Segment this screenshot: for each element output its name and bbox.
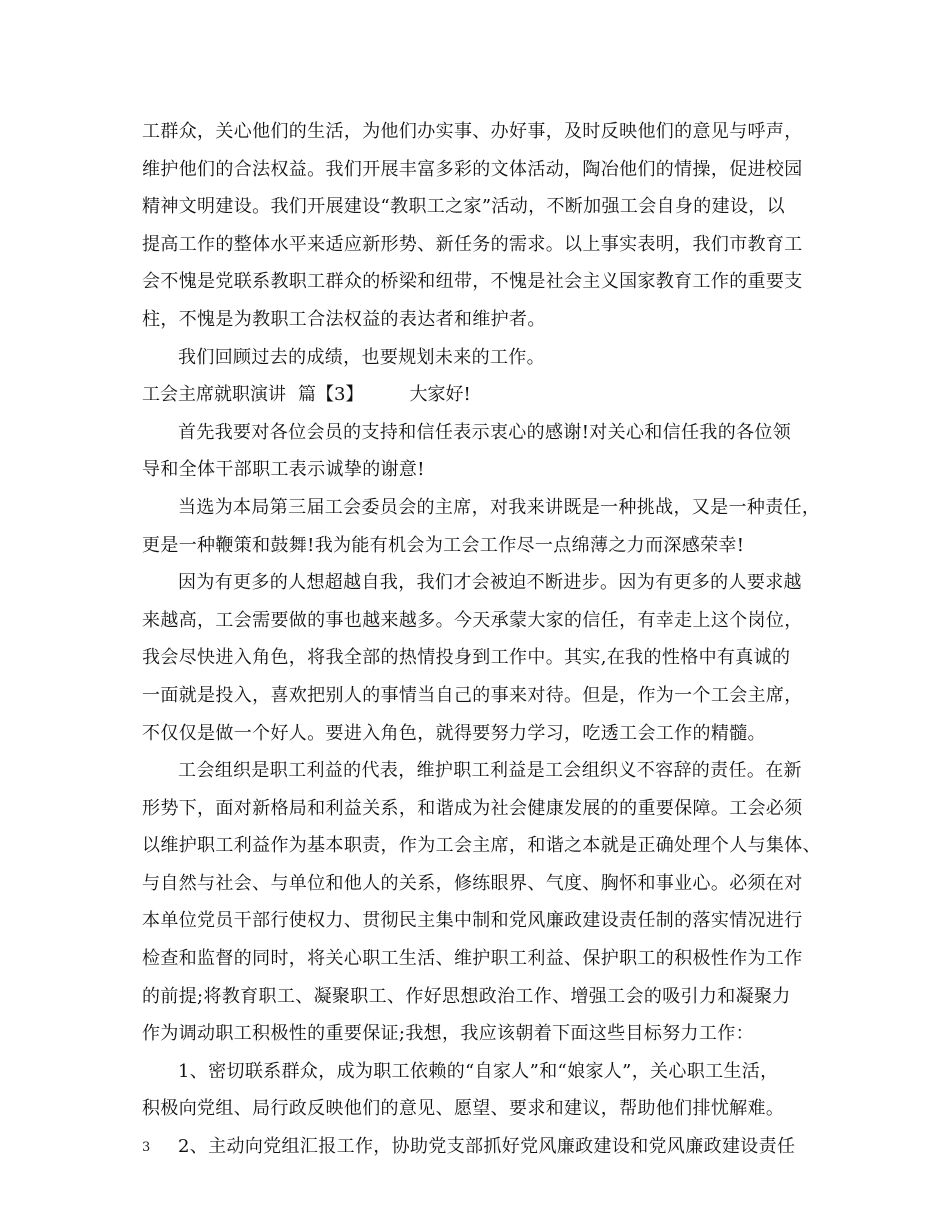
paragraph-line: 积极向党组、局行政反映他们的意见、愿望、要求和建议，帮助他们排忧解难。	[142, 1098, 785, 1120]
paragraph-line: 因为有更多的人想超越自我，我们才会被迫不断进步。因为有更多的人要求越	[178, 572, 802, 594]
paragraph-line: 柱，不愧是为教职工合法权益的表达者和维护者。	[142, 308, 546, 330]
paragraph-line: 会不愧是党联系教职工群众的桥梁和纽带，不愧是社会主义国家教育工作的重要支	[142, 271, 803, 293]
paragraph-line: 本单位党员干部行使权力、贯彻民主集中制和党风廉政建设责任制的落实情况进行	[142, 910, 803, 932]
heading-section: 篇【3】	[298, 384, 364, 406]
paragraph-line: 我会尽快进入角色，将我全部的热情投身到工作中。其实,在我的性格中有真诚的	[142, 647, 791, 669]
paragraph-line: 以维护职工利益作为基本职责，作为工会主席，和谐之本就是正确处理个人与集体、	[142, 835, 821, 857]
paragraph-line: 工群众，关心他们的生活，为他们办实事、办好事，及时反映他们的意见与呼声，	[142, 121, 803, 142]
paragraph-line: 检查和监督的同时，将关心职工生活、维护职工利益、保护职工的积极性作为工作	[142, 948, 803, 970]
section-heading	[142, 376, 822, 414]
heading-greeting: 大家好!	[409, 384, 471, 406]
paragraph-line: 当选为本局第三届工会委员会的主席，对我来讲既是一种挑战，又是一种责任，	[178, 496, 821, 518]
document-body	[142, 113, 822, 1166]
paragraph-line: 作为调动职工积极性的重要保证;我想，我应该朝着下面这些目标努力工作：	[142, 1023, 754, 1045]
paragraph-line: 1、密切联系群众，成为职工依赖的“自家人”和“娘家人”，关心职工生活，	[178, 1060, 779, 1082]
paragraph-line: 一面就是投入，喜欢把别人的事情当自己的事来对待。但是，作为一个工会主席，	[142, 684, 803, 706]
paragraph-line: 维护他们的合法权益。我们开展丰富多彩的文体活动，陶冶他们的情操，促进校园	[142, 158, 803, 180]
paragraph-line: 更是一种鞭策和鼓舞!我为能有机会为工会工作尽一点绵薄之力而深感荣幸!	[142, 534, 745, 556]
paragraph-line: 首先我要对各位会员的支持和信任表示衷心的感谢!对关心和信任我的各位领	[178, 421, 792, 443]
paragraph-line: 形势下，面对新格局和利益关系，和谐成为社会健康发展的的重要保障。工会必须	[142, 797, 803, 819]
paragraph-line: 2、主动向党组汇报工作，协助党支部抓好党风廉政建设和党风廉政建设责任	[178, 1136, 796, 1158]
heading-title: 工会主席就职演讲	[142, 384, 286, 406]
paragraph-line: 来越高，工会需要做的事也越来越多。今天承蒙大家的信任，有幸走上这个岗位，	[142, 609, 803, 631]
paragraph-line: 工会组织是职工利益的代表，维护职工利益是工会组织义不容辞的责任。在新	[178, 760, 802, 782]
page-number: 3	[142, 1140, 151, 1155]
paragraph-line: 精神文明建设。我们开展建设“教职工之家”活动，不断加强工会自身的建设，以	[142, 196, 786, 218]
paragraph-line: 不仅仅是做一个好人。要进入角色，就得要努力学习，吃透工会工作的精髓。	[142, 722, 766, 744]
paragraph-line: 提高工作的整体水平来适应新形势、新任务的需求。以上事实表明，我们市教育工	[142, 233, 803, 255]
paragraph-line: 的前提;将教育职工、凝聚职工、作好思想政治工作、增强工会的吸引力和凝聚力	[142, 985, 791, 1007]
paragraph-line: 导和全体干部职工表示诚挚的谢意!	[142, 459, 425, 481]
paragraph-line: 与自然与社会、与单位和他人的关系，修练眼界、气度、胸怀和事业心。必须在对	[142, 872, 803, 894]
paragraph-line: 我们回顾过去的成绩，也要规划未来的工作。	[178, 346, 545, 368]
